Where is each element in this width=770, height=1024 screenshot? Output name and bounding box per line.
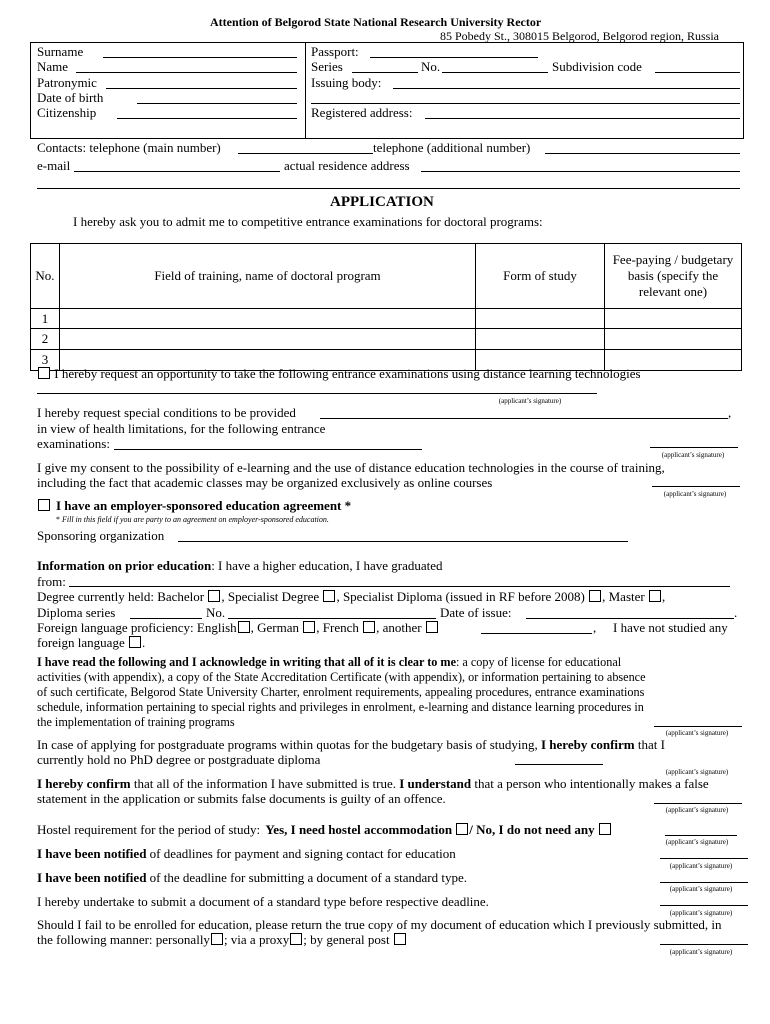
master-checkbox[interactable]: [649, 590, 661, 602]
form-cell[interactable]: [476, 309, 605, 329]
signature-caption: (applicant’s signature): [663, 490, 727, 498]
form-cell[interactable]: [476, 329, 605, 350]
email-field[interactable]: [74, 171, 280, 172]
graduated-from-field[interactable]: [69, 586, 730, 587]
budget-line-2: currently hold no PhD degree or postgraduate diploma: [37, 752, 321, 767]
signature-line[interactable]: [515, 764, 603, 765]
hostel-no-checkbox[interactable]: [599, 823, 611, 835]
subdivision-label: Subdivision code: [552, 59, 642, 74]
surname-field[interactable]: [103, 57, 297, 58]
date-of-issue-field[interactable]: [526, 618, 734, 619]
phone-additional-label: telephone (additional number): [373, 140, 531, 155]
row-number: 1: [31, 309, 60, 329]
table-row: [31, 329, 742, 350]
return-post-checkbox[interactable]: [394, 933, 406, 945]
signature-line[interactable]: [660, 905, 748, 906]
phone-main-label: Contacts: telephone (main number): [37, 140, 221, 155]
budget-text: In case of applying for postgraduate programs within quotas for the budgetary basis of studying,: [37, 737, 538, 752]
issuing-body-field[interactable]: [393, 88, 740, 89]
notified-payment-row: [37, 846, 456, 862]
education-info-title: Information on prior education: [37, 558, 212, 573]
specialist-diploma-checkbox[interactable]: [589, 590, 601, 602]
series-label: Series: [311, 59, 343, 74]
german-checkbox[interactable]: [303, 621, 315, 633]
not-studied-label: I have not studied any: [613, 620, 728, 635]
degree-row: [37, 589, 665, 605]
passport-no-label: No.: [421, 59, 441, 74]
hostel-yes-checkbox[interactable]: [456, 823, 468, 835]
dob-label: Date of birth: [37, 90, 104, 105]
registered-address-label: Registered address:: [311, 105, 413, 120]
citizenship-field[interactable]: [117, 118, 297, 119]
sponsoring-org-field[interactable]: [178, 541, 628, 542]
signature-caption: (applicant’s signature): [669, 862, 733, 870]
another-label: , another: [376, 620, 422, 635]
row-number: 3: [31, 350, 60, 371]
return-line-2: [37, 932, 407, 948]
return-post-label: ; by general post: [303, 932, 390, 947]
special-conditions-text: I hereby request special conditions to be provided: [37, 405, 296, 420]
programs-table: [30, 243, 742, 371]
french-checkbox[interactable]: [363, 621, 375, 633]
hostel-no-label: / No, I do not need any: [469, 822, 595, 837]
subdivision-field[interactable]: [655, 72, 740, 73]
acknowledge-lead: I have read the following and I acknowledge in writing that all of it is clear to me: [37, 655, 456, 669]
not-studied-checkbox[interactable]: [129, 636, 141, 648]
acknowledge-line-3: of such certificate, Belgorod State University Charter, enrolment requirements, appealing procedures, entrance examinations: [37, 685, 645, 699]
employer-note-text: Fill in this field if you are party to an agreement on employer-sponsored education.: [62, 515, 329, 524]
diploma-series-field[interactable]: [130, 618, 202, 619]
signature-caption: (applicant’s signature): [665, 729, 729, 737]
language-comma: ,: [593, 620, 597, 635]
employer-note: [56, 515, 329, 525]
truth-text-b: that a person who intentionally makes a false: [474, 776, 709, 791]
signature-line[interactable]: [660, 944, 748, 945]
bachelor-checkbox[interactable]: [208, 590, 220, 602]
phone-main-field[interactable]: [238, 153, 373, 154]
acknowledge-text-1: : a copy of license for educational: [456, 655, 622, 669]
consent-text-2: including the fact that academic classes may be organized exclusively as online courses: [37, 475, 493, 490]
passport-no-field[interactable]: [442, 72, 548, 73]
hostel-signature-line[interactable]: [665, 835, 737, 836]
signature-caption: (applicant’s signature): [498, 397, 562, 405]
budget-confirm: I hereby confirm: [541, 737, 635, 752]
acknowledge-line-2: activities (with appendix), a copy of the State Accreditation Certificate (with appendix), or information pertaining to absence: [37, 670, 646, 684]
issuing-body-field-2[interactable]: [311, 103, 740, 104]
master-label: , Master: [602, 589, 645, 604]
signature-line[interactable]: [660, 858, 748, 859]
passport-label: Passport:: [311, 44, 359, 59]
patronymic-field[interactable]: [106, 88, 297, 89]
email-label: e-mail: [37, 158, 71, 173]
surname-label: Surname: [37, 44, 84, 59]
date-period: .: [734, 605, 738, 620]
specialist-checkbox[interactable]: [323, 590, 335, 602]
row-number: 2: [31, 329, 60, 350]
acknowledge-block: [37, 655, 646, 730]
series-field[interactable]: [352, 72, 418, 73]
signature-caption: (applicant’s signature): [665, 768, 729, 776]
field-cell[interactable]: [60, 309, 476, 329]
patronymic-label: Patronymic: [37, 75, 97, 90]
registered-address-field[interactable]: [425, 118, 740, 119]
notified-deadline-row: [37, 870, 467, 886]
signature-caption: (applicant’s signature): [669, 948, 733, 956]
specialist-diploma-label: , Specialist Diploma (issued in RF before 2008): [336, 589, 585, 604]
diploma-no-field[interactable]: [228, 618, 436, 619]
signature-line[interactable]: [660, 882, 748, 883]
special-comma: ,: [728, 405, 732, 420]
examinations-field[interactable]: [114, 449, 422, 450]
truth-line-2: statement in the application or submits false documents is guilty of an offence.: [37, 791, 446, 806]
return-proxy-checkbox[interactable]: [290, 933, 302, 945]
degree-comma: ,: [661, 589, 666, 604]
acknowledge-line-5: the implementation of training programs: [37, 715, 235, 729]
budget-that: that I: [637, 737, 665, 752]
signature-line[interactable]: [650, 447, 738, 448]
return-line-1: Should I fail to be enrolled for education, please return the true copy of my document of education which I previously submitted, in: [37, 917, 722, 932]
french-label: , French: [316, 620, 359, 635]
signature-line[interactable]: [652, 486, 740, 487]
residence-field[interactable]: [421, 171, 740, 172]
consent-text-1: I give my consent to the possibility of e-learning and the use of distance education technologies in the course of training,: [37, 460, 665, 475]
signature-caption: (applicant’s signature): [669, 909, 733, 917]
hostel-text: Hostel requirement for the period of study:: [37, 822, 261, 837]
german-label: , German: [250, 620, 300, 635]
language-row: [37, 620, 439, 636]
sponsoring-org-label: Sponsoring organization: [37, 528, 165, 543]
col-fee-header: Fee-paying / budgetary basis (specify the relevant one): [605, 244, 742, 309]
notified-deadline-text: of the deadline for submitting a document of a standard type.: [149, 870, 467, 885]
residence-field-2[interactable]: [37, 188, 740, 189]
field-cell[interactable]: [60, 329, 476, 350]
distance-exams-text: I hereby request an opportunity to take the following entrance examinations using distance learning technologies: [54, 366, 641, 381]
col-field-header: Field of training, name of doctoral program: [60, 244, 476, 309]
signature-line[interactable]: [654, 803, 742, 804]
application-heading: APPLICATION: [330, 194, 434, 210]
addressee-title: Attention of Belgorod State National Research University Rector: [210, 15, 542, 29]
signature-line[interactable]: [654, 726, 742, 727]
citizenship-label: Citizenship: [37, 105, 97, 120]
signature-caption: (applicant’s signature): [661, 451, 725, 459]
diploma-no-label: No.: [206, 605, 226, 620]
foreign-language-row: [37, 635, 145, 651]
notified-deadline-bold: I have been notified: [37, 870, 147, 885]
truth-text: that all of the information I have submitted is true.: [133, 776, 396, 791]
return-proxy-label: ; via a proxy: [223, 932, 290, 947]
hostel-row: [37, 822, 612, 838]
signature-caption: (applicant’s signature): [669, 885, 733, 893]
notified-payment-text: of deadlines for payment and signing contact for education: [149, 846, 456, 861]
education-info-text: : I have a higher education, I have graduated: [211, 558, 443, 573]
col-form-header: Form of study: [476, 244, 605, 309]
diploma-series-label: Diploma series: [37, 605, 116, 620]
application-request: I hereby ask you to admit me to competitive entrance examinations for doctoral programs:: [73, 214, 543, 229]
fee-cell[interactable]: [605, 329, 742, 350]
truth-understand: I understand: [399, 776, 472, 791]
asterisk: *: [56, 515, 62, 524]
name-label: Name: [37, 59, 69, 74]
fee-cell[interactable]: [605, 309, 742, 329]
employer-agreement-title: I have an employer-sponsored education agreement *: [56, 498, 352, 513]
language-label: Foreign language proficiency: English: [37, 620, 237, 635]
return-personally-checkbox[interactable]: [211, 933, 223, 945]
signature-caption: (applicant’s signature): [665, 838, 729, 846]
hostel-yes-label: Yes, I need hostel accommodation: [265, 822, 453, 837]
return-personally-label: the following manner: personally: [37, 932, 210, 947]
undertake-text: I hereby undertake to submit a document of a standard type before respective deadline.: [37, 894, 489, 909]
english-checkbox[interactable]: [238, 621, 250, 633]
distance-exams-checkbox[interactable]: [38, 367, 50, 379]
signature-caption: (applicant’s signature): [665, 806, 729, 814]
issuing-body-label: Issuing body:: [311, 75, 382, 90]
university-address: 85 Pobedy St., 308015 Belgorod, Belgorod region, Russia: [440, 29, 719, 43]
foreign-language-period: .: [141, 635, 146, 650]
phone-additional-field[interactable]: [545, 153, 740, 154]
foreign-language-label: foreign language: [37, 635, 125, 650]
distance-exams-row: [37, 366, 641, 382]
date-of-issue-label: Date of issue:: [440, 605, 512, 620]
education-info-row: [37, 558, 443, 574]
special-conditions-field[interactable]: [320, 418, 728, 419]
another-language-field[interactable]: [481, 633, 592, 634]
residence-label: actual residence address: [284, 158, 410, 173]
acknowledge-line-4: schedule, information pertaining to special rights and privileges in enrolment, e-learning and distance learning procedures in: [37, 700, 644, 714]
table-row: [31, 309, 742, 329]
specialist-degree-label: , Specialist Degree: [221, 589, 320, 604]
truth-confirm: I hereby confirm: [37, 776, 131, 791]
budget-line-1: [37, 737, 665, 753]
notified-payment-bold: I have been notified: [37, 846, 147, 861]
dob-field[interactable]: [137, 103, 297, 104]
passport-field[interactable]: [370, 57, 538, 58]
acknowledge-line-1: [37, 655, 646, 670]
examinations-label: examinations:: [37, 436, 110, 451]
truth-line-1: [37, 776, 709, 792]
graduated-from-label: from:: [37, 574, 66, 589]
degree-label: Degree currently held: Bachelor: [37, 589, 205, 604]
employer-agreement-checkbox[interactable]: [38, 499, 50, 511]
employer-agreement-row: [37, 498, 351, 514]
distance-exams-field[interactable]: [37, 393, 597, 394]
name-field[interactable]: [76, 72, 297, 73]
table-header-row: [31, 244, 742, 309]
health-limitations-text: in view of health limitations, for the following entrance: [37, 421, 326, 436]
another-checkbox[interactable]: [426, 621, 438, 633]
personal-box-divider: [305, 42, 306, 138]
col-no-header: No.: [31, 244, 60, 309]
